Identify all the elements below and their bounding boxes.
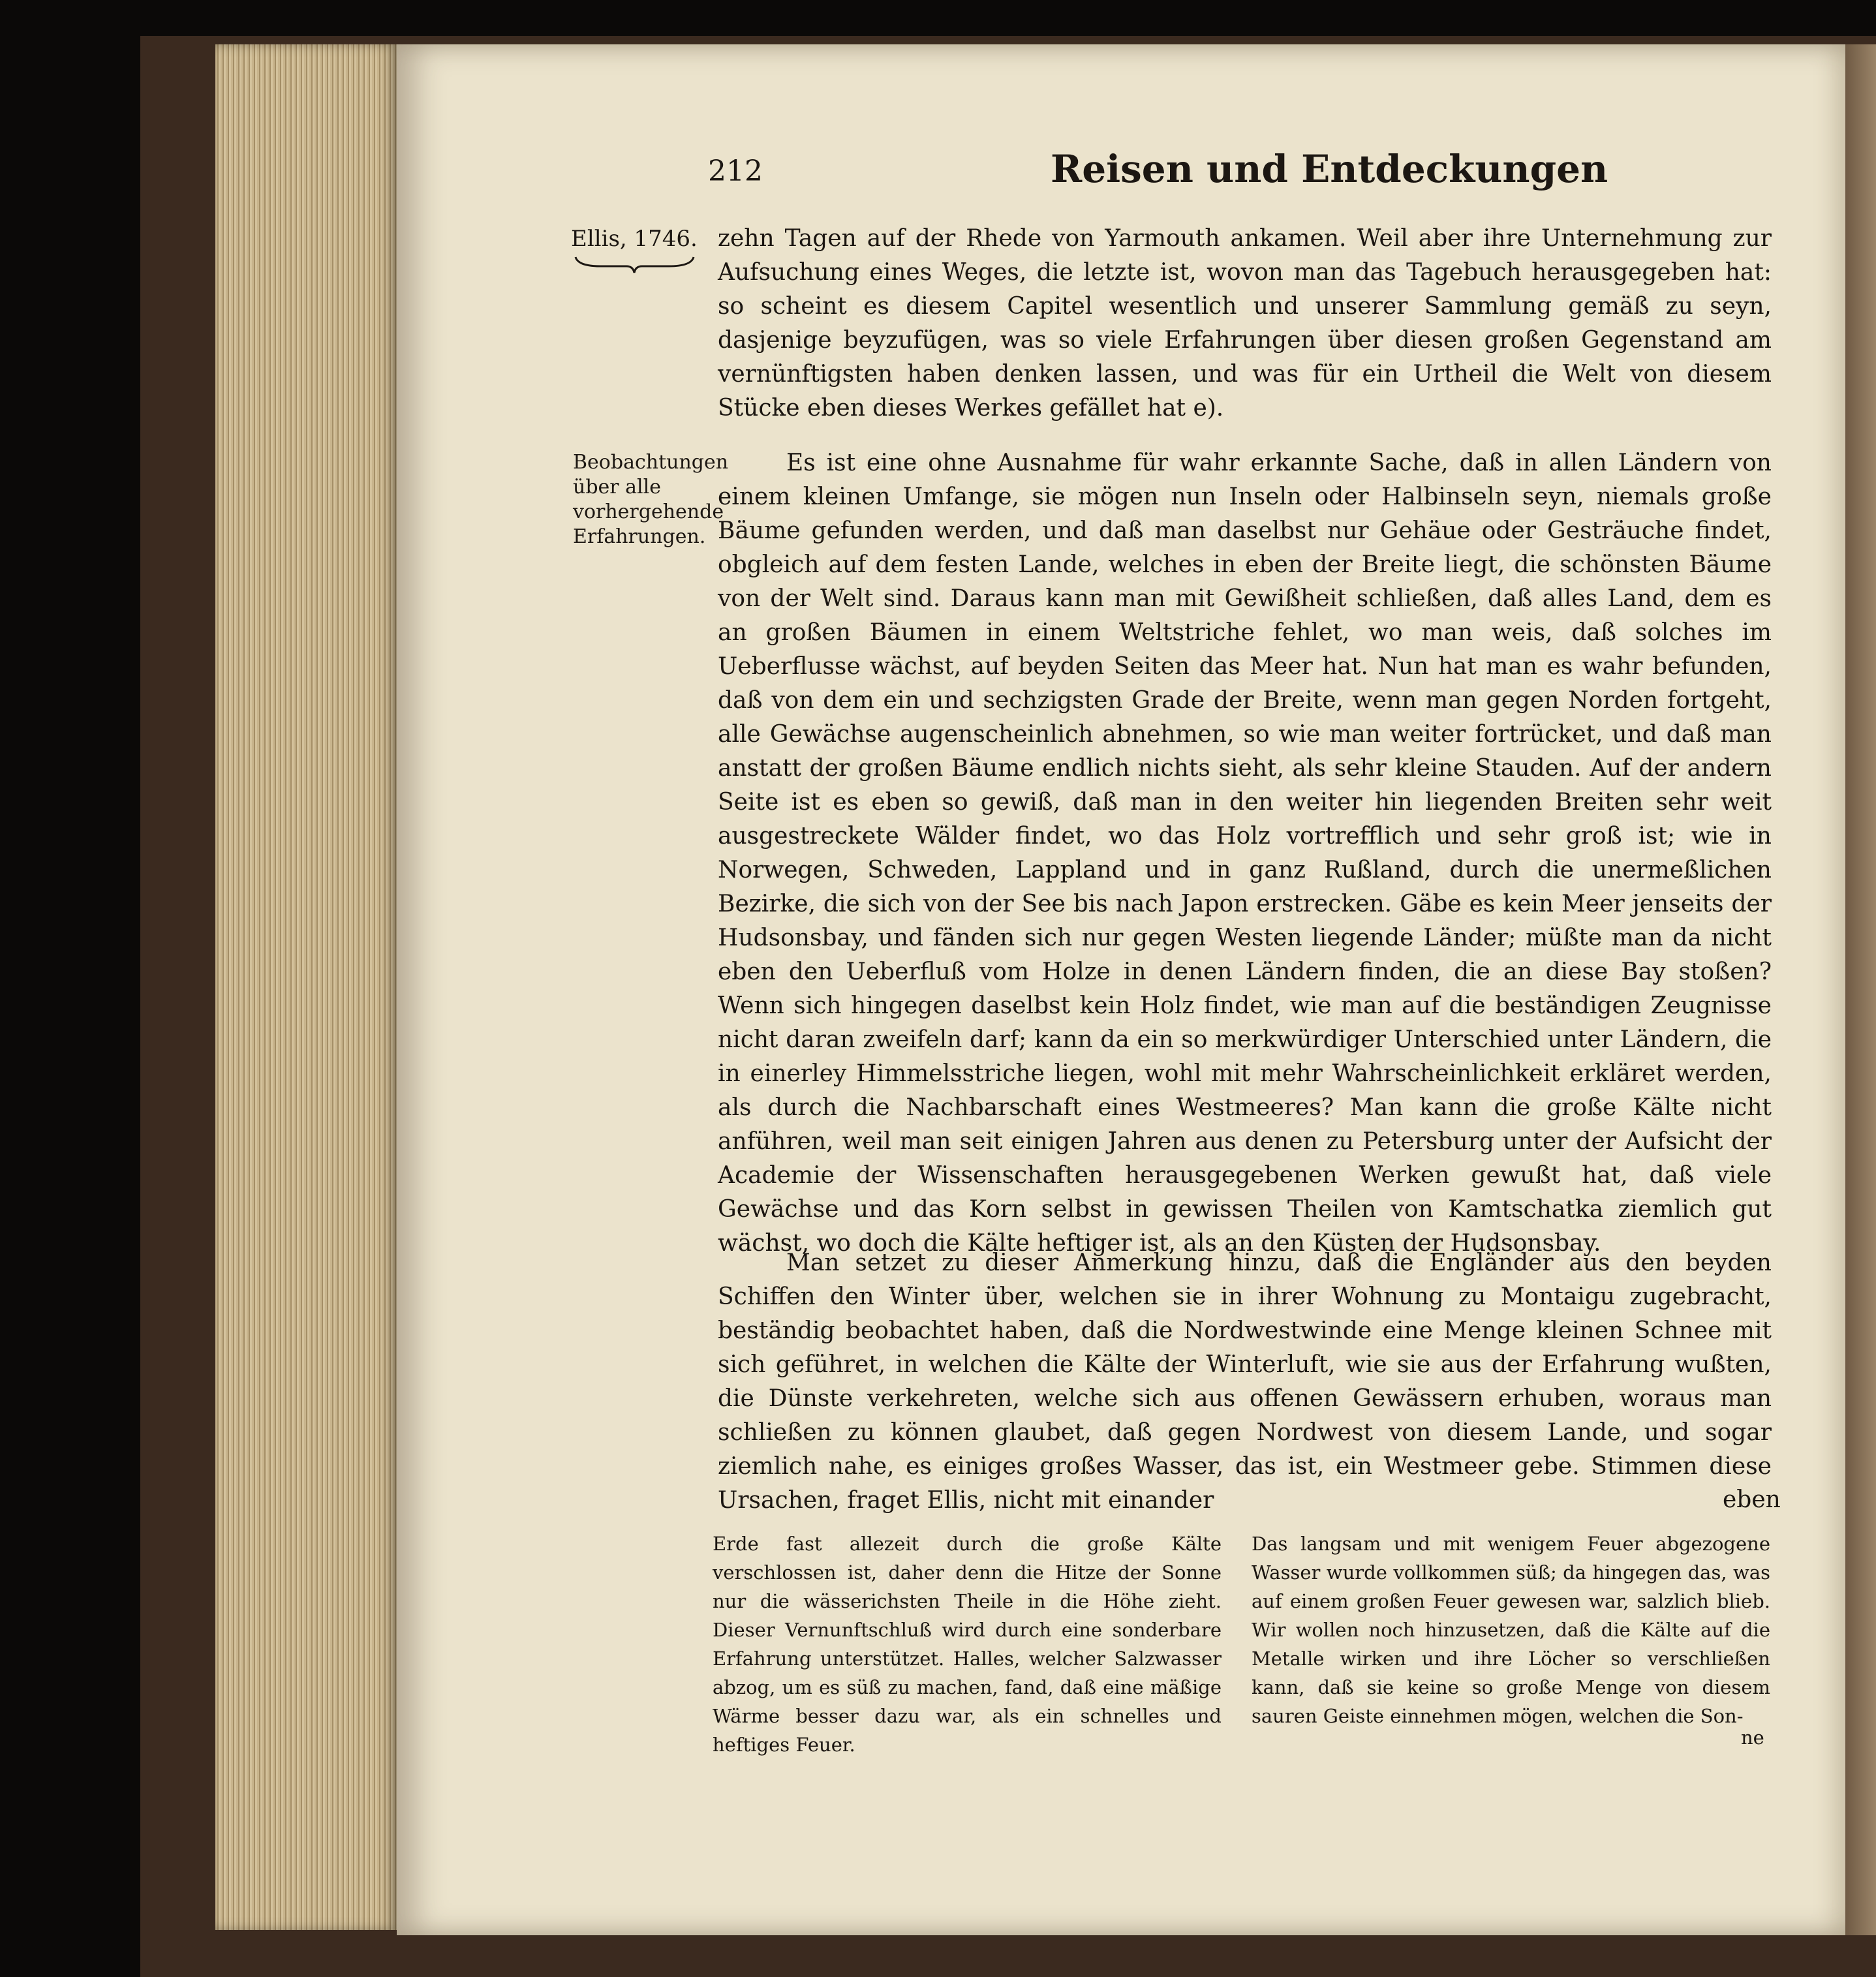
catchword: eben bbox=[1723, 1486, 1781, 1513]
paragraph-2: Es ist eine ohne Ausnahme für wahr erkannte Sache, daß in allen Ländern von einem kleinen Umfange, sie mögen nun Inseln oder Halbinseln seyn, niemals große Bäume gefunden werden, und daß man daselbst nur Gehäue oder Gesträuche findet, obgleich auf dem festen Lande, welches in eben der Breite liegt, die schönsten Bäume von der Welt sind. Daraus kann man mit Gewißheit schließen, daß alles Land, dem es an großen Bäumen in einem Weltstriche fehlet, wo man weis, daß solches im Ueberflusse wächst, auf beyden Seiten das Meer hat. Nun hat man es wahr befunden, daß von dem ein und sechzigsten Grade der Breite, wenn man gegen Norden fortgeht, alle Gewächse augenscheinlich abnehmen, so wie man weiter fortrücket, und daß man anstatt der großen Bäume endlich nichts sieht, als sehr kleine Stauden. Auf der andern Seite ist es eben so gewiß, daß man in den weiter hin liegenden Breiten sehr weit ausgestreckete Wälder findet, wo das Holz vortrefflich und sehr groß ist; wie in Norwegen, Schweden, Lappland und in ganz Rußland, durch die unermeßlichen Bezirke, die sich von der See bis nach Japon erstrecken. Gäbe es kein Meer jenseits der Hudsonsbay, und fänden sich nur gegen Westen liegende Länder; müßte man da nicht eben den Ueberfluß vom Holze in denen Ländern finden, die an diese Bay stoßen? Wenn sich hingegen daselbst kein Holz findet, wie man auf die beständigen Zeugnisse nicht daran zweifeln darf; kann da ein so merkwürdiger Unterschied unter Ländern, die in einerley Himmelsstriche liegen, wohl mit mehr Wahrscheinlichkeit erkläret werden, als durch die Nachbarschaft eines Westmeeres? Man kann die große Kälte nicht anführen, weil man seit einigen Jahren aus denen zu Petersburg unter der Aufsicht der Academie der Wissenschaften herausgegebenen Werken gewußt hat, daß viele Gewächse und das Korn selbst in gewissen Theilen von Kamtschatka ziemlich gut wächst, wo doch die Kälte heftiger ist, als an den Küsten der Hudsonsbay. bbox=[718, 450, 1772, 1257]
page-number: 212 bbox=[708, 155, 763, 188]
paragraph-3: Man setzet zu dieser Anmerkung hinzu, daß die Engländer aus den beyden Schiffen den Winter über, welchen sie in ihrer Wohnung zu Montaigu zugebracht, beständig beobachtet haben, daß die Nordwestwinde eine Menge kleinen Schnee mit sich geführet, in welchen die Kälte der Winterluft, wie sie aus der Erfahrung wußten, die Dünste verkehreten, welche sich aus offenen Gewässern erhuben, woraus man schließen zu können glaubet, daß gegen Nordwest von diesem Lande, und sogar ziemlich nahe, es einiges großes Wasser, das ist, ein Westmeer gebe. Stimmen diese Ursachen, fraget Ellis, nicht mit einander bbox=[718, 1249, 1772, 1514]
page-header bbox=[708, 147, 1765, 206]
footnote-catchword: ne bbox=[1741, 1726, 1764, 1749]
paragraph-1: zehn Tagen auf der Rhede von Yarmouth ankamen. Weil aber ihre Unternehmung zur Aufsuchung eines Weges, die letzte ist, wovon man das Tagebuch herausgegeben hat: so scheint es diesem Capitel wesentlich und unserer Sammlung gemäß zu seyn, dasjenige beyzufügen, was so viele Erfahrungen über diesen großen Gegenstand am vernünftigsten haben denken lassen, und was für ein Urtheil die Welt von diesem Stücke eben dieses Werkes gefället hat e). bbox=[718, 225, 1772, 421]
page-gutter bbox=[1845, 44, 1876, 1935]
brace-ornament bbox=[574, 256, 695, 274]
margin-note-ellis: Ellis, 1746. bbox=[571, 226, 698, 252]
margin-note-observations: Beobachtungen über alle vorhergehende Erfahrungen. bbox=[573, 451, 729, 548]
running-head: Reisen und Entdeckungen bbox=[1051, 147, 1608, 191]
footnote-left-column: Erde fast allezeit durch die große Kälte verschlossen ist, daher denn die Hitze der Sonne nur die wässerichsten Theile in die Höhe zieht. Dieser Vernunftschluß wird durch eine sonderbare Erfahrung unterstützet. Halles, welcher Salzwasser abzog, um es süß zu machen, fand, daß eine mäßige Wärme besser dazu war, als ein schnelles und heftiges Feuer. bbox=[713, 1533, 1222, 1756]
page-edges bbox=[215, 44, 398, 1930]
footnote-right-column: Das langsam und mit wenigem Feuer abgezogene Wasser wurde vollkommen süß; da hingegen das, was auf einem großen Feuer gewesen war, salzlich blieb. Wir wollen noch hinzusetzen, daß die Kälte auf die Metalle wirken und ihre Löcher so verschließen kann, daß sie keine so große Menge von diesem sauren Geiste einnehmen mögen, welchen die Son- bbox=[1252, 1533, 1770, 1727]
